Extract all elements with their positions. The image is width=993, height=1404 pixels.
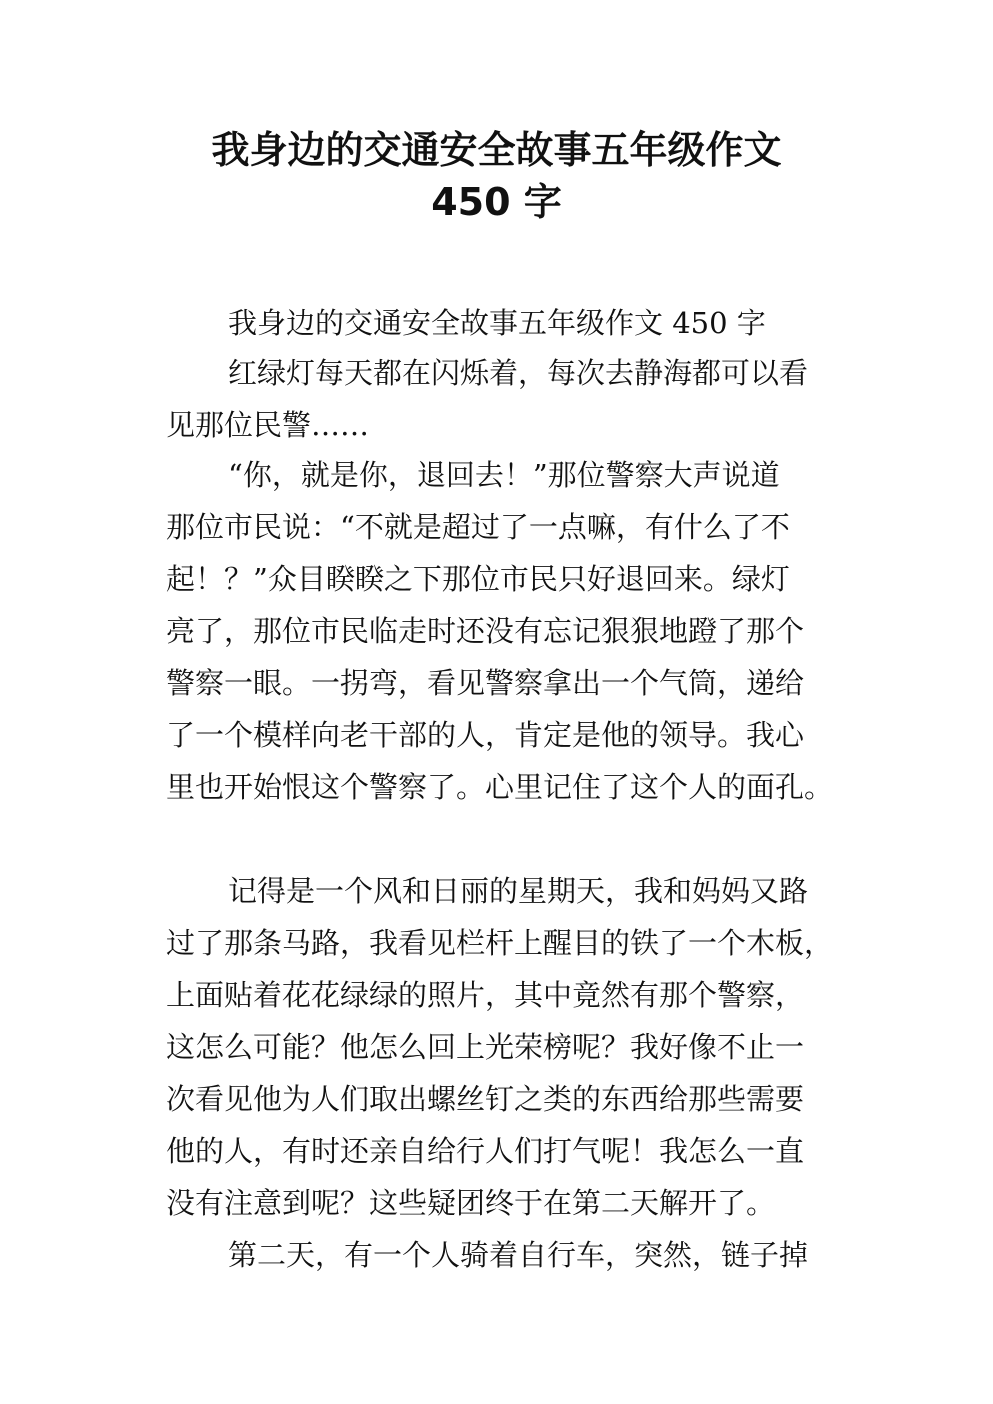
body-line: 我身边的交通安全故事五年级作文 450 字 — [228, 306, 766, 340]
document-title-line-2: 450 字 — [431, 180, 562, 224]
body-line: “你，就是你，退回去！”那位警察大声说道 — [228, 458, 780, 492]
body-line: 那位市民说：“不就是超过了一点嘛，有什么了不 — [166, 510, 790, 544]
body-line: 次看见他为人们取出螺丝钉之类的东西给那些需要 — [166, 1082, 805, 1116]
body-line: 亮了，那位市民临走时还没有忘记狠狠地蹬了那个 — [166, 614, 805, 648]
body-line: 上面贴着花花绿绿的照片，其中竟然有那个警察， — [166, 978, 805, 1012]
body-line: 这怎么可能？他怎么回上光荣榜呢？我好像不止一 — [166, 1030, 805, 1064]
body-line: 红绿灯每天都在闪烁着，每次去静海都可以看 — [228, 356, 809, 390]
document-title-line-1: 我身边的交通安全故事五年级作文 — [211, 128, 782, 172]
body-line: 起！？”众目睽睽之下那位市民只好退回来。绿灯 — [166, 562, 790, 596]
body-line: 记得是一个风和日丽的星期天，我和妈妈又路 — [228, 874, 809, 908]
body-line: 他的人，有时还亲自给行人们打气呢！我怎么一直 — [166, 1134, 805, 1168]
body-line: 第二天，有一个人骑着自行车，突然，链子掉 — [228, 1238, 809, 1272]
body-line: 没有注意到呢？这些疑团终于在第二天解开了。 — [166, 1186, 776, 1220]
body-line: 了一个模样向老干部的人，肯定是他的领导。我心 — [166, 718, 805, 752]
body-line: 过了那条马路，我看见栏杆上醒目的铁了一个木板， — [166, 926, 834, 960]
body-line: 警察一眼。一拐弯，看见警察拿出一个气筒，递给 — [166, 666, 805, 700]
body-line: 见那位民警…… — [166, 408, 370, 442]
body-line: 里也开始恨这个警察了。心里记住了这个人的面孔。 — [166, 770, 834, 804]
